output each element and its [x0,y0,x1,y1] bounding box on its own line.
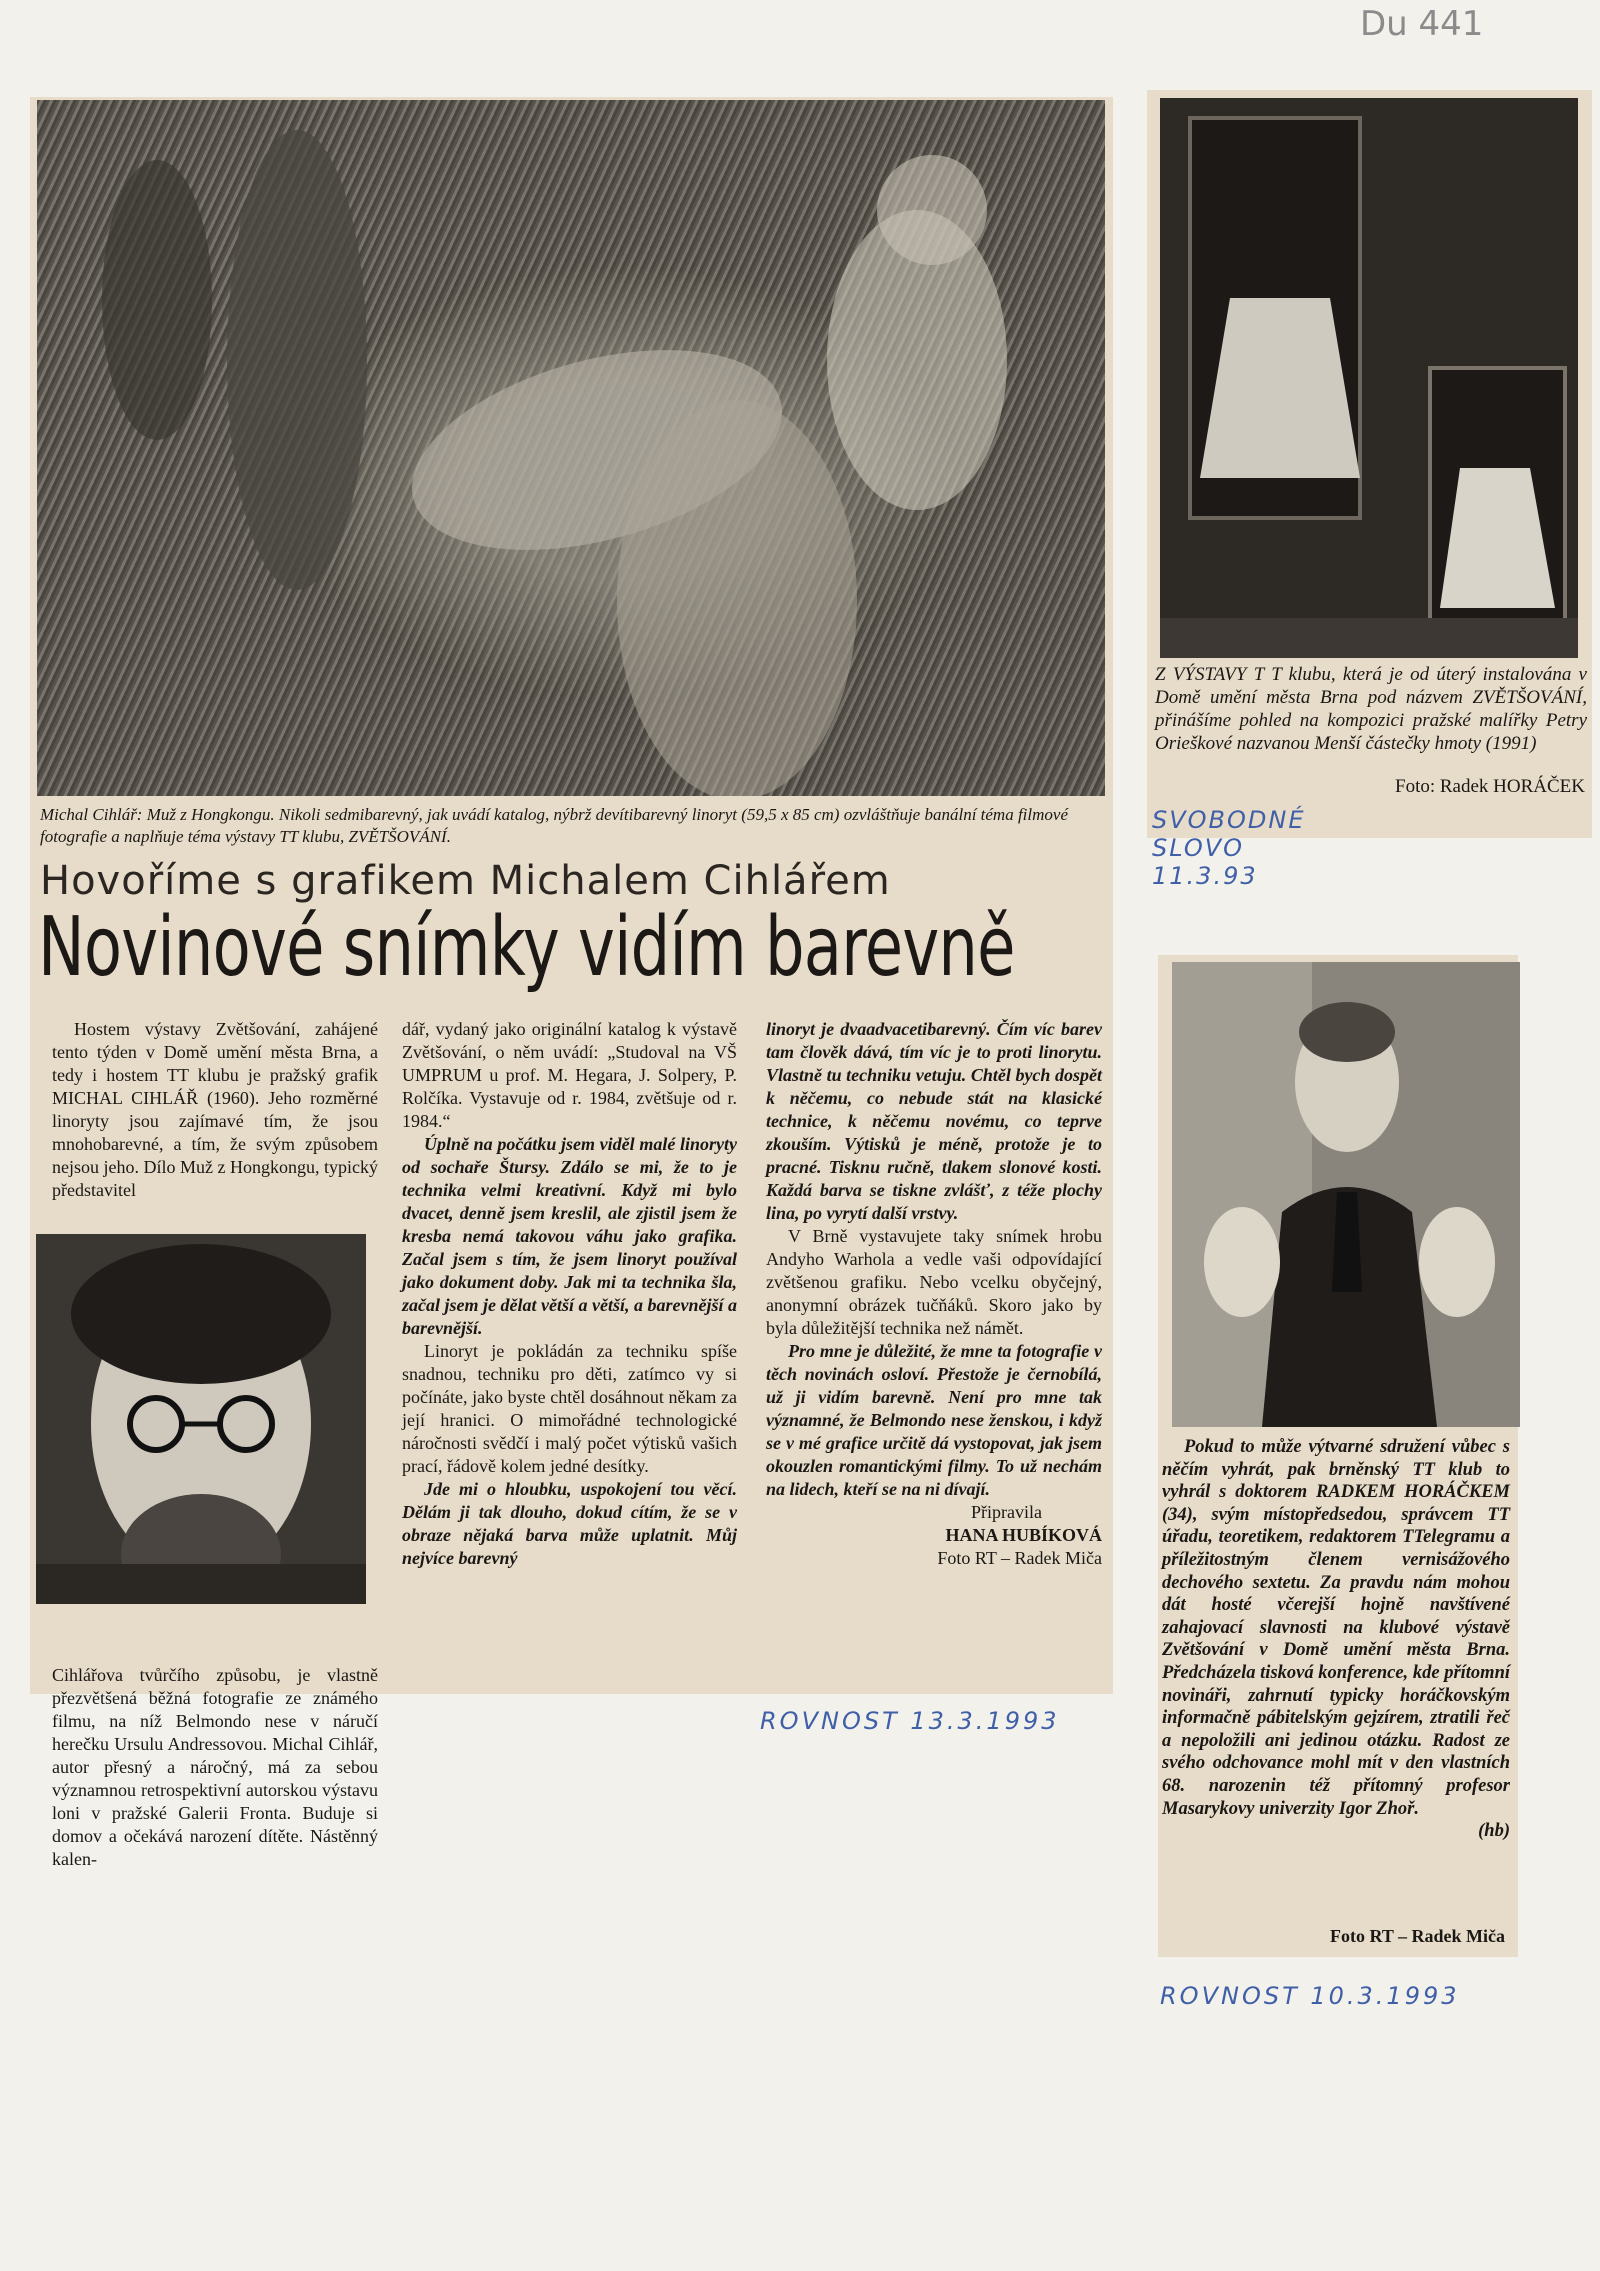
article-kicker: Hovoříme s grafikem Michalem Cihlářem [40,858,891,904]
article-headline: Novinové snímky vidím barevně [38,900,1015,995]
source-note-line: SVOBODNÉ [1152,806,1306,834]
col2-paragraph: dář, vydaný jako originální katalog k výstavě Zvětšování, o něm uvádí: „Studoval na VŠ UMPRUM u prof. M. Hegara, J. Solpery, P. Rolčíka. Vystavuje od r. 1984, zvětšuje od r. 1984.“ [402,1019,737,1131]
answer-paragraph: Pro mne je důležité, že mne ta fotografie v těch novinách osloví. Přestože je černobílá, už ji vidím barevně. Není pro mne tak významné, že Belmondo nese ženskou, i když se v mé grafice určitě dá vystopovat, jak jsem okouzlen romantickými filmy. To už nechám na lidech, kteří se na ni dívají. [766,1341,1102,1499]
horacek-photo-credit: Foto RT – Radek Miča [1329,1926,1505,1946]
article-column-1-continued [52,1664,378,1871]
question-paragraph: V Brně vystavujete taky snímek hrobu Andyho Warhola a vedle vaši odpovídající zvětšenou grafiku. Nebo vcelku obyčejný, anonymní obrázek tučňáků. Skoro jako by byla důležitější technika než námět. [766,1226,1102,1338]
article-column-2 [402,1018,737,1570]
source-note-line: 11.3.93 [1152,862,1258,890]
main-photo-caption: Michal Cihlář: Muž z Hongkongu. Nikoli sedmibarevný, jak uvádí katalog, nýbrž devítibarevný linoryt (59,5 x 85 cm) ozvláštňuje banální téma filmové fotografie a naplňuje téma výstavy TT klubu, ZVĚTŠOVÁNÍ. [40,805,1068,846]
horacek-portrait-photo [1172,962,1520,1427]
source-note-line: SLOVO [1152,834,1245,862]
answer-paragraph: Jde mi o hloubku, uspokojení tou věcí. Dělám ji tak dlouho, dokud cítím, že se v obraze nějaká barva může uplatnit. Můj nejvíce barevný [402,1479,737,1568]
col1-paragraph-continued: Cihlářova tvůrčího způsobu, je vlastně přezvětšená běžná fotografie ze známého filmu, na níž Belmondo nese v náručí herečku Ursulu Andressovou. Michal Cihlář, autor přesný a náročný, má za sebou významnou retrospektivní autorskou výstavu loni v pražské Galerii Fronta. Buduje si domov a očekává narození dítěte. Nástěnný kalen- [52,1665,378,1869]
horacek-article-text [1162,1436,1510,1843]
archive-mark: Du 441 [1360,4,1484,44]
main-article-photo [37,100,1105,796]
answer-paragraph: Úplně na počátku jsem viděl malé linoryty od sochaře Štursy. Zdálo se mi, že to je technika velmi kreativní. Když mi bylo dvacet, denně jsem kreslil, ale zjistil jsem že kresba nemá takovou váhu jako grafika. Začal jsem s tím, že jsem linoryt používal jako dokument doby. Jak mi ta technika šla, začal jsem je dělat větší a větší, a barevnější a barevnější. [402,1134,737,1338]
col1-paragraph: Hostem výstavy Zvětšování, zahájené tento týden v Domě umění města Brna, a tedy i hostem TT klubu je pražský grafik MICHAL CIHLÁŘ (1960). Jeho rozměrné linoryty jsou zajímavé tím, že jsou mnohobarevné, a tím, že svým způsobem nejsou jeho. Dílo Muž z Hongkongu, typický představitel [52,1019,378,1200]
horacek-author: (hb) [1478,1821,1510,1842]
handwritten-source-rovnost-10: ROVNOST 10.3.1993 [1160,1982,1460,2010]
handwritten-source-svobodne-slovo [1152,806,1306,890]
article-column-3 [766,1018,1102,1570]
exhibition-photo-caption: Z VÝSTAVY T T klubu, která je od úterý instalována v Domě umění města Brna pod názvem ZVĚTŠOVÁNÍ, přinášíme pohled na kompozici pražské malířky Petry Orieškové nazvanou Menší částečky hmoty (1991) [1155,664,1587,754]
article-column-1 [52,1018,378,1202]
exhibition-photo-credit: Foto: Radek HORÁČEK [1395,776,1585,797]
answer-paragraph: linoryt je dvaadvacetibarevný. Čím víc barev tam člověk dává, tím víc je to proti linorytu. Vlastně tu techniku vetuju. Chtěl bych dospět k něčemu, co nebude stát na klasické technice, k něčemu novému, co teprve zkouším. Výtisků je méně, protože je to pracné. Tisknu ručně, tlakem slonové kosti. Každá barva se tiskne zvlášť, z téže plochy lina, po vyrytí další vrstvy. [766,1019,1102,1223]
exhibition-photo [1160,98,1578,658]
handwritten-source-rovnost-13: ROVNOST 13.3.1993 [760,1707,1060,1735]
signature-author: HANA HUBÍKOVÁ [945,1525,1102,1545]
question-paragraph: Linoryt je pokládán za techniku spíše snadnou, techniku pro děti, zatímco vy si počínáte, jako byste chtěl dosáhnout někam za její hranici. O mimořádné technologické náročnosti svědčí i malý počet výtisků vašich prací, řádově kolem jedné desítky. [402,1341,737,1476]
portrait-photo-cihlar [36,1234,366,1604]
main-photo-credit: Foto RT – Radek Miča [937,1548,1102,1568]
horacek-paragraph: Pokud to může výtvarné sdružení vůbec s něčím vyhrát, pak brněnský TT klub to vyhrál s doktorem RADKEM HORÁČKEM (34), svým místopředsedou, správcem TT úřadu, teoretikem, redaktorem TTelegramu a příležitostným členem vernisážového dechového sextetu. Za pravdu nám mohou dát hosté včerejší hojně navštívené zahajovací slavnosti na klubové výstavě Zvětšování v Domě umění města Brna. Předcházela tisková konference, kde přítomní novináři, zahrnutí typicky horáčkovským informačně pábitelským gejzírem, ztratili řeč a nepoložili ani jedinou otázku. Radost ze svého odchovance mohl mít v den vlastních 68. narozenin též přítomný profesor Masarykovy univerzity Igor Zhoř. [1162,1437,1510,1819]
signature-prepared-by: Připravila [971,1502,1042,1522]
